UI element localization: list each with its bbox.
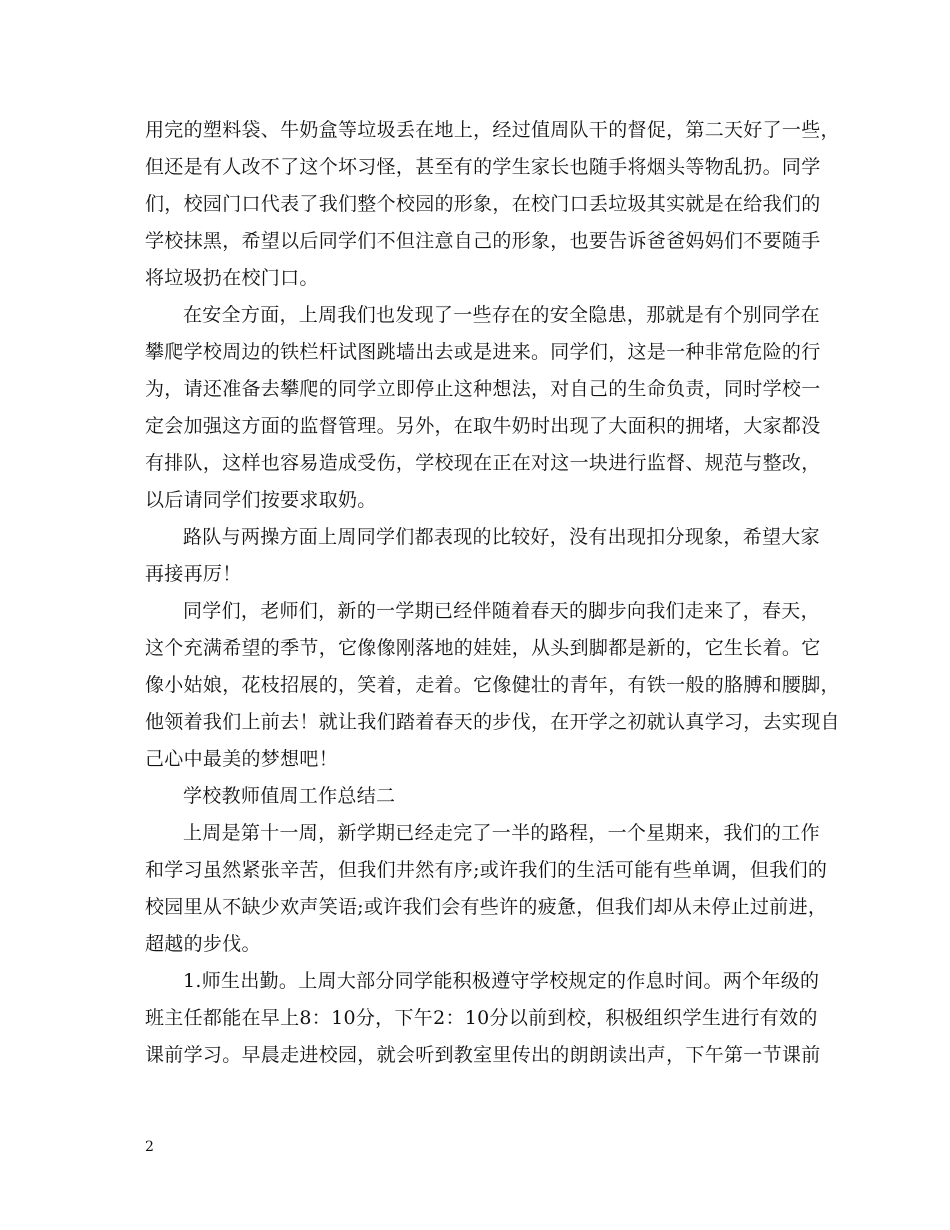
body-text-line: 校园里从不缺少欢声笑语;或许我们会有些许的疲惫，但我们却从未停止过前进， [145, 896, 828, 918]
body-text-line: 用完的塑料袋、牛奶盒等垃圾丢在地上，经过值周队干的督促，第二天好了一些， [145, 119, 840, 141]
body-text-line: 再接再厉！ [145, 563, 242, 585]
body-text-line: 像小姑娘，花枝招展的，笑着，走着。它像健壮的青年，有铁一般的胳膊和腰脚， [145, 674, 840, 696]
section-heading: 学校教师值周工作总结二 [183, 785, 396, 807]
body-text-line: 上周是第十一周，新学期已经走完了一半的路程，一个星期来，我们的工作 [183, 822, 820, 844]
body-text-line: 课前学习。早晨走进校园，就会听到教室里传出的朗朗读出声，下午第一节课前 [145, 1044, 821, 1066]
body-text-line: 们，校园门口代表了我们整个校园的形象，在校门口丢垃圾其实就是在给我们的 [145, 193, 821, 215]
body-text-line: 这个充满希望的季节，它像像刚落地的娃娃，从头到脚都是新的，它生长着。它 [145, 637, 821, 659]
body-text-line: 同学们，老师们，新的一学期已经伴随着春天的脚步向我们走来了，春天， [183, 600, 820, 622]
page-number: 2 [145, 1139, 154, 1155]
body-text-line: 和学习虽然紧张辛苦，但我们井然有序;或许我们的生活可能有些单调，但我们的 [145, 859, 828, 881]
body-text-line: 攀爬学校周边的铁栏杆试图跳墙出去或是进来。同学们，这是一种非常危险的行 [145, 341, 821, 363]
body-text-line: 为，请还准备去攀爬的同学立即停止这种想法，对自己的生命负责，同时学校一 [145, 378, 821, 400]
body-text-line: 有排队，这样也容易造成受伤，学校现在正在对这一块进行监督、规范与整改， [145, 452, 821, 474]
body-text-line: 在安全方面，上周我们也发现了一些存在的安全隐患，那就是有个别同学在 [183, 304, 820, 326]
body-text-line: 班主任都能在早上8：10分，下午2：10分以前到校，积极组织学生进行有效的 [145, 1007, 818, 1029]
body-text-line: 他领着我们上前去！就让我们踏着春天的步伐，在开学之初就认真学习，去实现自 [145, 711, 840, 733]
body-text-line: 超越的步伐。 [145, 933, 261, 955]
body-text-line: 己心中最美的梦想吧！ [145, 748, 339, 770]
body-text-line: 定会加强这方面的监督管理。另外，在取牛奶时出现了大面积的拥堵，大家都没 [145, 415, 821, 437]
body-text-line: 路队与两操方面上周同学们都表现的比较好，没有出现扣分现象，希望大家 [183, 526, 820, 548]
body-text-line: 1.师生出勤。上周大部分同学能积极遵守学校规定的作息时间。两个年级的 [183, 970, 820, 992]
body-text-line: 但还是有人改不了这个坏习怪，甚至有的学生家长也随手将烟头等物乱扔。同学 [145, 156, 821, 178]
body-text-line: 以后请同学们按要求取奶。 [145, 489, 377, 511]
body-text-line: 将垃圾扔在校门口。 [145, 267, 319, 289]
body-text-line: 学校抹黑，希望以后同学们不但注意自己的形象，也要告诉爸爸妈妈们不要随手 [145, 230, 821, 252]
